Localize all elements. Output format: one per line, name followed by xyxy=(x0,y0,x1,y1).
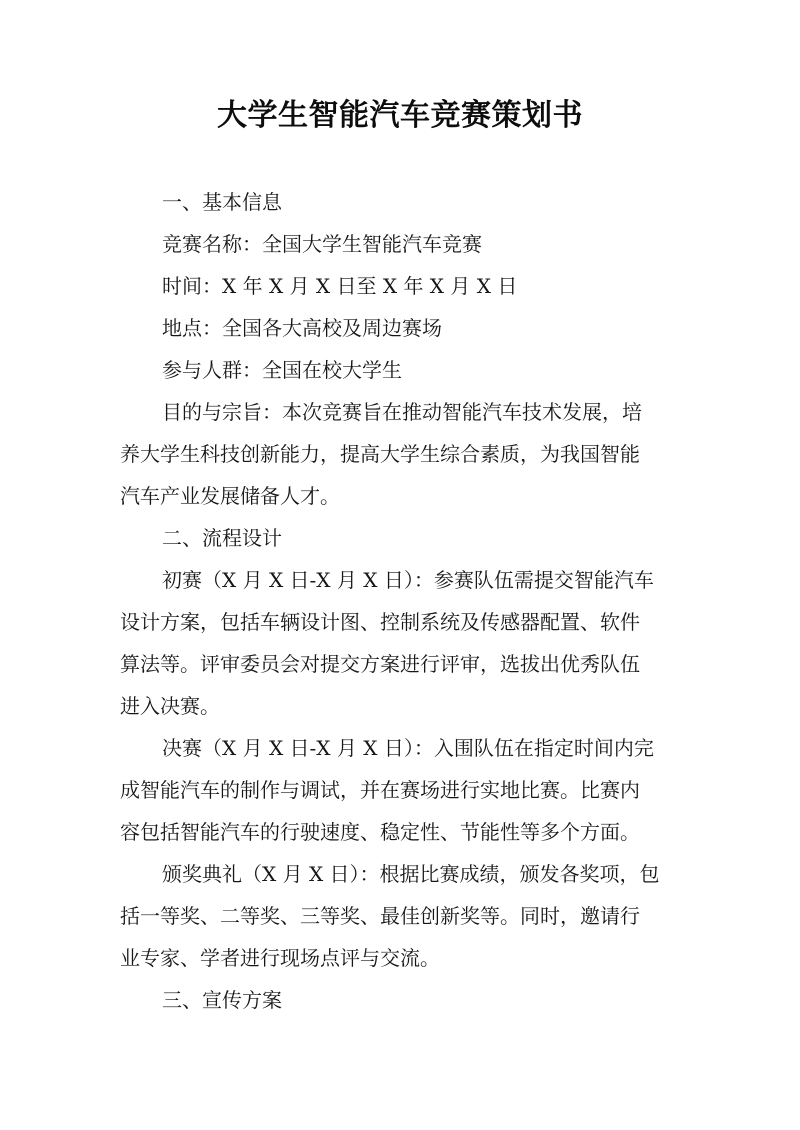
final-paragraph-line: 容包括智能汽车的行驶速度、稳定性、节能性等多个方面。 xyxy=(120,820,640,844)
final-paragraph-line: 决赛（X 月 X 日-X 月 X 日）：入围队伍在指定时间内完 xyxy=(162,736,654,760)
preliminary-paragraph-line: 进入决赛。 xyxy=(120,694,220,718)
competition-name-line: 竞赛名称：全国大学生智能汽车竞赛 xyxy=(162,232,482,256)
section-heading-basic-info: 一、基本信息 xyxy=(162,190,282,214)
purpose-paragraph-line: 养大学生科技创新能力，提高大学生综合素质，为我国智能 xyxy=(120,442,640,466)
award-paragraph-line: 括一等奖、二等奖、三等奖、最佳创新奖等。同时，邀请行 xyxy=(120,904,640,928)
location-line: 地点：全国各大高校及周边赛场 xyxy=(162,316,442,340)
purpose-paragraph-line: 目的与宗旨：本次竞赛旨在推动智能汽车技术发展，培 xyxy=(162,400,642,424)
award-paragraph-line: 业专家、学者进行现场点评与交流。 xyxy=(120,946,440,970)
preliminary-paragraph-line: 算法等。评审委员会对提交方案进行评审，选拔出优秀队伍 xyxy=(120,652,640,676)
final-paragraph-line: 成智能汽车的制作与调试，并在赛场进行实地比赛。比赛内 xyxy=(120,778,640,802)
participants-line: 参与人群：全国在校大学生 xyxy=(162,358,402,382)
time-line: 时间：X 年 X 月 X 日至 X 年 X 月 X 日 xyxy=(162,274,518,298)
purpose-paragraph-line: 汽车产业发展储备人才。 xyxy=(120,484,340,508)
section-heading-process: 二、流程设计 xyxy=(162,526,282,550)
award-paragraph-line: 颁奖典礼（X 月 X 日）：根据比赛成绩，颁发各奖项，包 xyxy=(162,862,660,886)
preliminary-paragraph-line: 设计方案，包括车辆设计图、控制系统及传感器配置、软件 xyxy=(120,610,640,634)
section-heading-publicity: 三、宣传方案 xyxy=(162,988,282,1012)
document-title: 大学生智能汽车竞赛策划书 xyxy=(217,98,583,133)
preliminary-paragraph-line: 初赛（X 月 X 日-X 月 X 日）：参赛队伍需提交智能汽车 xyxy=(162,568,654,592)
